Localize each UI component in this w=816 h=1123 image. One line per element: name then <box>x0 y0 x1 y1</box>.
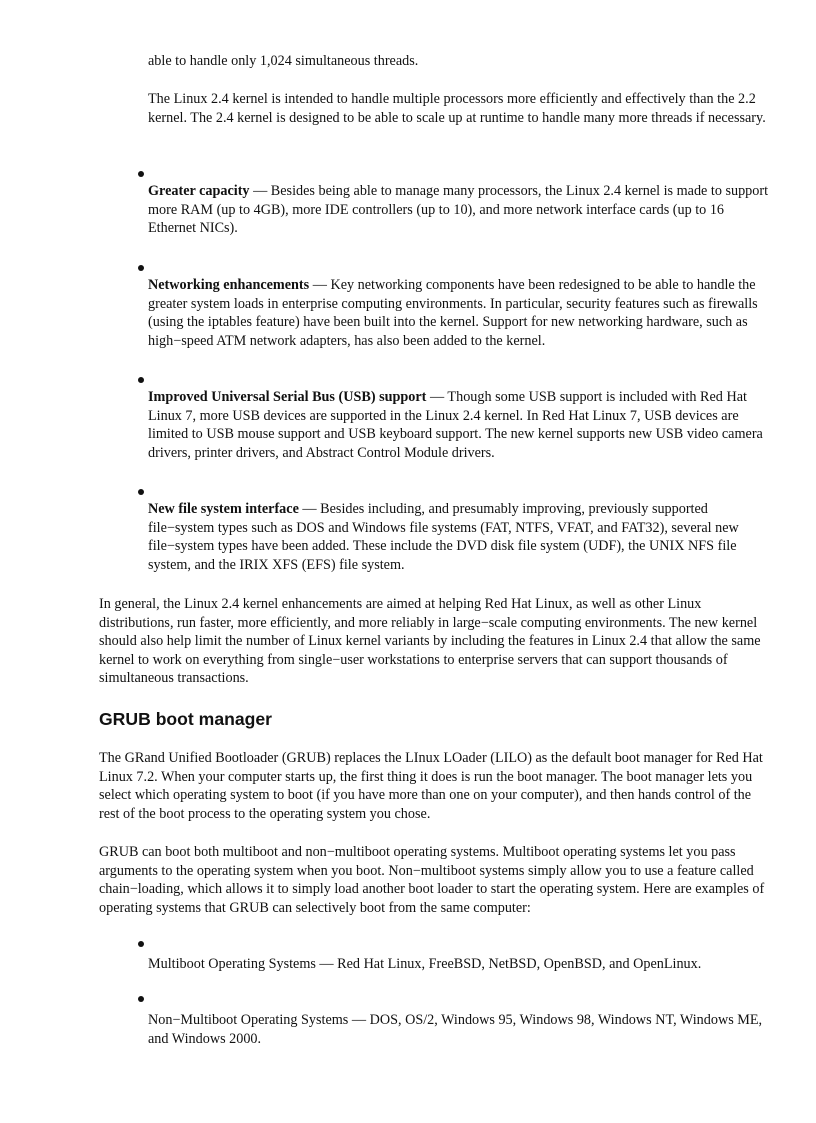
list-item-title: Greater capacity <box>148 183 250 199</box>
paragraph-grub-multiboot: GRUB can boot both multiboot and non−multiboot operating systems. Multiboot operating systems let you pass arguments to the operating system when you boot. Non−multiboot systems simply allow you to use a feature called chain−loading, which allows it to simply load another boot loader to start the operating system. Here are examples of operating systems that GRUB can selectively boot from the same computer: <box>99 844 765 916</box>
bullet-icon <box>138 265 144 271</box>
bullet-icon <box>138 941 144 947</box>
list-item-non-multiboot-os: Non−Multiboot Operating Systems — DOS, OS/2, Windows 95, Windows 98, Windows NT, Windows ME, and Windows 2000. <box>148 1012 763 1047</box>
list-item-text: — Though some USB support is included with Red Hat Linux 7, more USB devices are supported in the Linux 2.4 kernel. In Red Hat Linux 7, USB devices are limited to USB mouse support and USB keyboard support. The new kernel supports new USB video camera drivers, printer drivers, and Abstract Control Module drivers. <box>148 389 763 461</box>
paragraph-summary: In general, the Linux 2.4 kernel enhancements are aimed at helping Red Hat Linux, as well as other Linux distributions, run faster, more efficiently, and more reliably in large−scale computing environments. The new kernel should also help limit the number of Linux kernel variants by including the features in Linux 2.4 that allow the same kernel to work on everything from single−user workstations to enterprise servers that can support thousands of simultaneous transactions. <box>99 596 761 687</box>
list-item-title: Improved Universal Serial Bus (USB) support <box>148 389 427 405</box>
list-item-usb-support <box>148 388 773 462</box>
paragraph-grub-intro: The GRand Unified Bootloader (GRUB) replaces the LInux LOader (LILO) as the default boot manager for Red Hat Linux 7.2. When your computer starts up, the first thing it does is run the boot manager. The boot manager lets you select which operating system to boot (if you have more than one on your computer), and then hands control of the rest of the boot process to the operating system you chose. <box>99 750 763 822</box>
bullet-icon <box>138 377 144 383</box>
section-heading: GRUB boot manager <box>99 709 273 729</box>
list-item-file-system <box>148 500 773 574</box>
list-item-text: — Key networking components have been redesigned to be able to handle the greater system loads in enterprise computing environments. In particular, security features such as firewalls (using the iptables feature) have been built into the kernel. Support for new networking hardware, such as high−speed ATM network adapters, has also been added to the kernel. <box>148 277 758 349</box>
list-item-greater-capacity <box>148 182 773 238</box>
list-item-text: — Besides being able to manage many processors, the Linux 2.4 kernel is made to support more RAM (up to 4GB), more IDE controllers (up to 10), and more network interface cards (up to 16 Ethernet NICs). <box>148 183 769 237</box>
bullet-icon <box>138 171 144 177</box>
bullet-icon <box>138 489 144 495</box>
bullet-icon <box>138 996 144 1002</box>
list-item-title: Networking enhancements <box>148 277 310 293</box>
list-item-text: — Besides including, and presumably improving, previously supported file−system types such as DOS and Windows file systems (FAT, NTFS, VFAT, and FAT32), several new file−system types have been added. These include the DVD disk file system (UDF), the UNIX NFS file system, and the IRIX XFS (EFS) file system. <box>148 501 739 573</box>
list-item-title: New file system interface <box>148 501 299 517</box>
list-item-networking <box>148 276 773 350</box>
list-item-multiboot-os: Multiboot Operating Systems — Red Hat Linux, FreeBSD, NetBSD, OpenBSD, and OpenLinux. <box>148 956 702 972</box>
paragraph-kernel-processors: The Linux 2.4 kernel is intended to handle multiple processors more efficiently and effectively than the 2.2 kernel. The 2.4 kernel is designed to be able to scale up at runtime to handle many more threads if necessary. <box>148 91 766 126</box>
paragraph-threads-line: able to handle only 1,024 simultaneous threads. <box>148 53 419 69</box>
